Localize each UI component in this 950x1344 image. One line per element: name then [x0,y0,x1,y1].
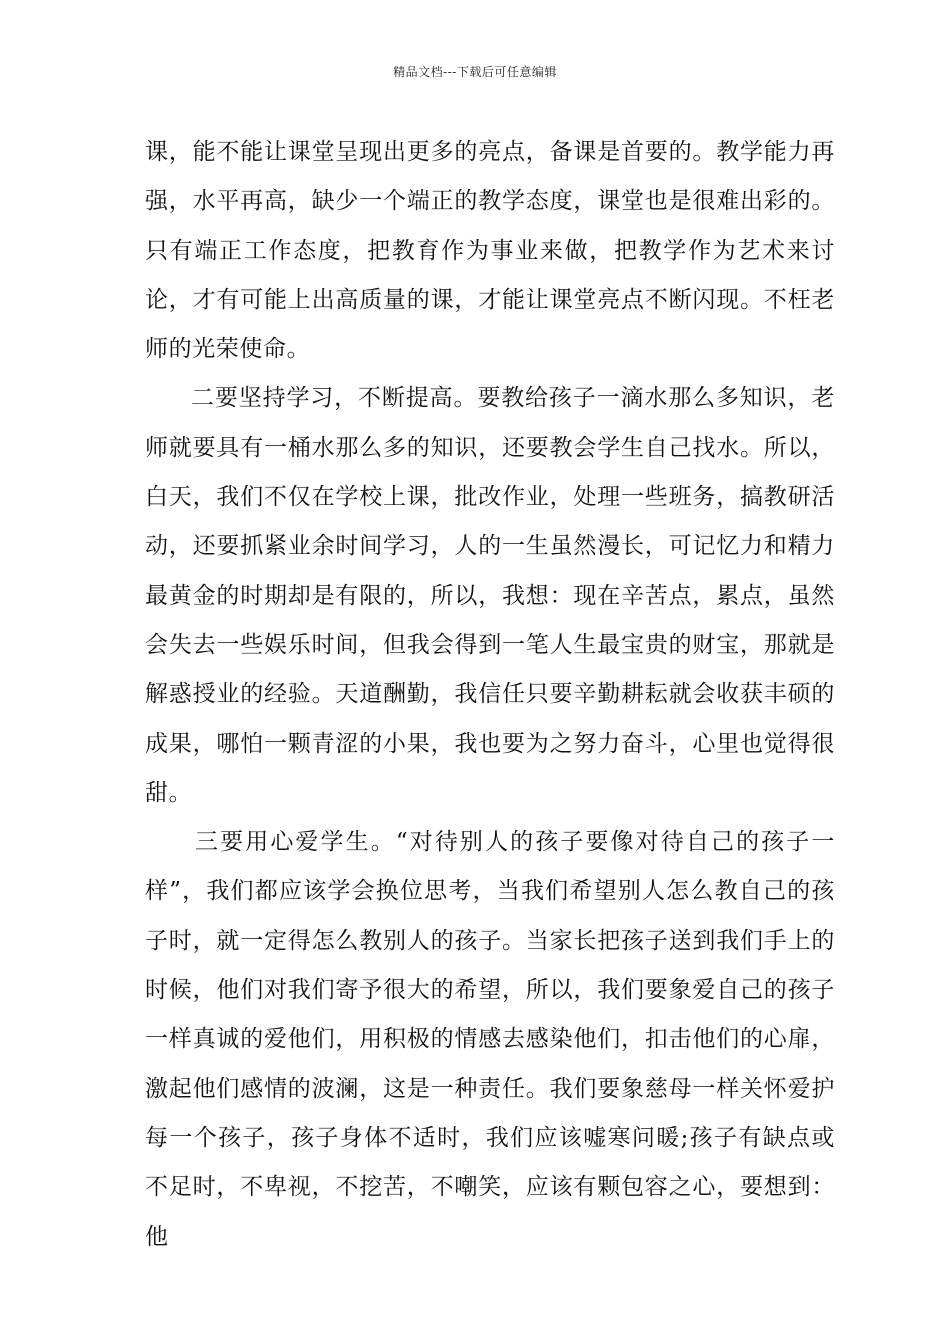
page-header: 精品文档---下载后可任意编辑 [393,65,557,79]
paragraph-1: 课，能不能让课堂呈现出更多的亮点，备课是首要的。教学能力再强，水平再高，缺少一个端正的教学态度，课堂也是很难出彩的。只有端正工作态度，把教育作为事业来做，把教学作为艺术来讨论，才有可能上出高质量的课，才能让课堂亮点不断闪现。不枉老师的光荣使命。 [145,139,835,363]
paragraph-3: 三要用心爱学生。“对待别人的孩子要像对待自己的孩子一样”，我们都应该学会换位思考，当我们希望别人怎么教自己的孩子时，就一定得怎么教别人的孩子。当家长把孩子送到我们手上的时候，他们对我们寄予很大的希望，所以，我们要象爱自己的孩子一样真诚的爱他们，用积极的情感去感染他们，扣击他们的心扉，激起他们感情的波澜，这是一种责任。我们要象慈母一样关怀爱护每一个孩子，孩子身体不适时，我们应该嘘寒问暖;孩子有缺点或不足时，不卑视，不挖苦，不嘲笑，应该有颗包容之心，要想到：他 [145,829,835,1250]
paragraph-2: 二要坚持学习，不断提高。要教给孩子一滴水那么多知识，老师就要具有一桶水那么多的知识，还要教会学生自己找水。所以，白天，我们不仅在学校上课，批改作业，处理一些班务，搞教研活动，还要抓紧业余时间学习，人的一生虽然漫长，可记忆力和精力最黄金的时期却是有限的，所以，我想：现在辛苦点，累点，虽然会失去一些娱乐时间，但我会得到一笔人生最宝贵的财宝，那就是解惑授业的经验。天道酬勤，我信任只要辛勤耕耘就会收获丰硕的成果，哪怕一颗青涩的小果，我也要为之努力奋斗，心里也觉得很甜。 [145,385,835,806]
document-body [145,128,835,1262]
